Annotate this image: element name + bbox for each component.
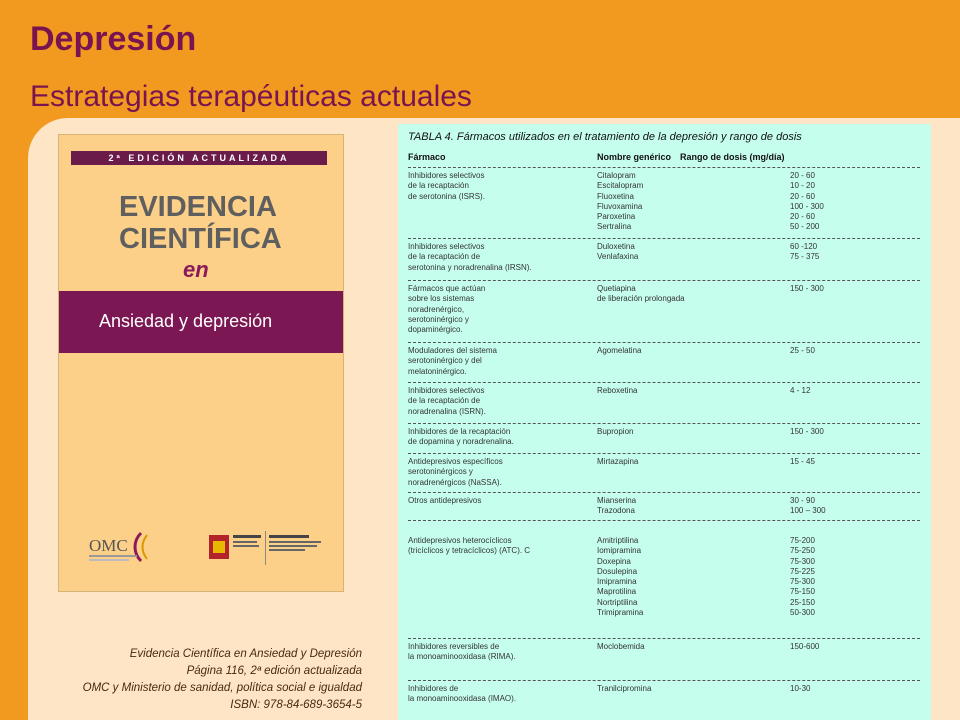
cell-line: 75 - 375 (790, 252, 820, 262)
cell-line: de serotonina (ISRS). (408, 191, 485, 201)
caption-line1: Evidencia Científica en Ansiedad y Depresión (129, 648, 362, 660)
cell-line: Antidepresivos heterocíclicos (408, 536, 512, 545)
cell-generico (597, 386, 787, 396)
cell-generico (597, 427, 787, 437)
caption-line2: Página 116, 2ª edición actualizada (186, 665, 362, 677)
row-divider (408, 280, 920, 281)
cell-line: 50-300 (790, 608, 815, 618)
slide-subtitle: Estrategias terapéuticas actuales (30, 80, 472, 113)
cell-line: Antidepresivos específicos (408, 457, 503, 466)
cell-dosis (790, 457, 920, 467)
cell-line: melatoninérgico. (408, 366, 467, 376)
cover-band-text: Ansiedad y depresión (99, 311, 273, 331)
row-divider (408, 382, 920, 383)
cell-line: 150-600 (790, 642, 820, 651)
cell-generico (597, 684, 787, 694)
cell-farmaco (408, 386, 596, 417)
cell-line: 25-150 (790, 597, 815, 607)
cell-line: la monoaminooxidasa (IMAO). (408, 694, 517, 704)
cell-line: 75-200 (790, 536, 815, 545)
cell-line: Mianserina (597, 496, 637, 505)
cell-dosis (790, 284, 920, 294)
omc-logo-icon (89, 529, 165, 565)
cell-line: 50 - 200 (790, 222, 820, 232)
cell-farmaco (408, 457, 596, 488)
cover-band (59, 291, 343, 353)
row-divider (408, 167, 920, 168)
cell-line: 75-150 (790, 587, 815, 597)
cell-generico (597, 346, 787, 356)
cell-line: Duloxetina (597, 242, 635, 251)
cell-dosis (790, 171, 920, 233)
cell-dosis (790, 346, 920, 356)
cell-line: Inhibidores de (408, 684, 459, 693)
row-divider (408, 520, 920, 521)
cell-farmaco (408, 427, 596, 448)
cell-generico (597, 642, 787, 652)
cell-generico (597, 457, 787, 467)
cell-dosis (790, 242, 920, 263)
cell-line: Quetiapina (597, 284, 636, 293)
cell-line: Amitriptilina (597, 536, 639, 545)
cell-line: serotoninérgico y del (408, 356, 482, 366)
cell-line: Inhibidores reversibles de (408, 642, 500, 651)
cell-line: de la recaptación (408, 181, 469, 191)
cell-line: de la recaptación de (408, 252, 481, 262)
cell-farmaco (408, 642, 596, 663)
cell-dosis (790, 684, 920, 694)
cell-line: de la recaptación de (408, 396, 481, 406)
cell-line: serotoninérgico y (408, 314, 469, 324)
cell-line: la monoaminooxidasa (RIMA). (408, 652, 516, 662)
cell-line: 75-225 (790, 566, 815, 576)
cell-line: serotonina y noradrenalina (IRSN). (408, 262, 532, 272)
cell-line: de liberación prolongada (597, 294, 685, 304)
row-divider (408, 453, 920, 454)
cell-line: 20 - 60 (790, 212, 815, 222)
row-divider (408, 342, 920, 343)
cell-line: 25 - 50 (790, 346, 815, 355)
cell-dosis (790, 496, 920, 517)
cell-line: Moduladores del sistema (408, 346, 497, 355)
cell-line: Inhibidores selectivos (408, 171, 485, 180)
cell-line: 15 - 45 (790, 457, 815, 466)
cell-line: 150 - 300 (790, 427, 824, 436)
row-divider (408, 680, 920, 681)
cell-generico (597, 171, 787, 233)
cell-line: Moclobemida (597, 642, 645, 651)
cell-line: 10-30 (790, 684, 811, 693)
cell-line: Tranilcipromina (597, 684, 652, 693)
cell-line: Citalopram (597, 171, 636, 180)
cell-dosis (790, 536, 920, 618)
cell-generico (597, 536, 787, 618)
cell-line: noradrenérgicos (NaSSA). (408, 477, 502, 487)
cell-line: noradrenérgico, (408, 304, 465, 314)
cell-line: Inhibidores de la recaptación (408, 427, 511, 436)
caption-line4: ISBN: 978-84-689-3654-5 (230, 699, 362, 711)
header-farmaco: Fármaco (408, 152, 446, 162)
ministry-logo-icon (209, 531, 325, 565)
cell-line: Inhibidores selectivos (408, 386, 485, 395)
cell-line: Mirtazapina (597, 457, 639, 466)
cell-dosis (790, 386, 920, 396)
drug-table (398, 124, 931, 720)
cell-line: Fluvoxamina (597, 201, 643, 211)
cell-line: 75-300 (790, 577, 815, 587)
cell-line: 100 – 300 (790, 506, 826, 516)
cell-line: Inhibidores selectivos (408, 242, 485, 251)
cell-line: noradrenalina (ISRN). (408, 406, 486, 416)
cell-line: 60 -120 (790, 242, 818, 251)
cell-line: 150 - 300 (790, 284, 824, 293)
cell-line: Paroxetina (597, 212, 636, 222)
cell-farmaco (408, 536, 596, 557)
cell-line: 75-300 (790, 556, 815, 566)
cover-main-title (119, 191, 339, 255)
cell-line: serotoninérgicos y (408, 467, 473, 477)
cell-line: Venlafaxina (597, 252, 639, 262)
row-divider (408, 423, 920, 424)
cell-generico (597, 284, 787, 305)
cell-line: Reboxetina (597, 386, 638, 395)
cell-line: 75-250 (790, 546, 815, 556)
cell-line: Otros antidepresivos (408, 496, 482, 505)
table-header (408, 152, 922, 168)
cell-generico (597, 496, 787, 517)
cell-dosis (790, 427, 920, 437)
cell-line: Fluoxetina (597, 191, 634, 201)
row-divider (408, 492, 920, 493)
cell-farmaco (408, 346, 596, 377)
cell-line: Trazodona (597, 506, 635, 516)
cell-line: Trimipramina (597, 608, 644, 618)
cell-farmaco (408, 242, 596, 273)
table-title: TABLA 4. Fármacos utilizados en el tratamiento de la depresión y rango de dosis (408, 131, 802, 143)
cell-line: 30 - 90 (790, 496, 815, 505)
cell-line: Agomelatina (597, 346, 642, 355)
row-divider (408, 238, 920, 239)
cover-edition-banner: 2ª EDICIÓN ACTUALIZADA (71, 151, 327, 165)
cell-line: dopaminérgico. (408, 325, 463, 335)
cell-line: Escitalopram (597, 181, 644, 191)
cell-line: Iomipramina (597, 546, 642, 556)
cell-farmaco (408, 684, 596, 705)
cell-line: de dopamina y noradrenalina. (408, 437, 514, 447)
cover-main-line1: EVIDENCIA (119, 191, 277, 223)
cell-farmaco (408, 496, 596, 506)
book-cover (58, 134, 344, 592)
svg-text:OMC: OMC (89, 536, 128, 555)
cell-farmaco (408, 284, 596, 335)
header-dosis: Rango de dosis (mg/día) (680, 152, 785, 162)
cell-line: Maprotilina (597, 587, 637, 597)
cell-line: Sertralina (597, 222, 632, 232)
header-generico: Nombre genérico (597, 152, 672, 162)
cell-line: (tricíclicos y tetracíclicos) (ATC). C (408, 546, 531, 556)
cover-en-word: en (183, 257, 209, 282)
cell-line: Doxepina (597, 556, 631, 566)
cell-line: 20 - 60 (790, 171, 815, 180)
cell-line: Nortriptilina (597, 597, 638, 607)
caption-line3: OMC y Ministerio de sanidad, política social e igualdad (82, 682, 362, 694)
cell-line: 100 - 300 (790, 201, 824, 211)
row-divider (408, 638, 920, 639)
slide-title: Depresión (30, 20, 197, 58)
cell-line: Fármacos que actúan (408, 284, 486, 293)
cell-line: 4 - 12 (790, 386, 811, 395)
source-caption (26, 646, 362, 714)
cell-line: 10 - 20 (790, 181, 815, 191)
cell-line: sobre los sistemas (408, 294, 475, 304)
cell-line: Bupropion (597, 427, 634, 436)
cell-line: Dosulepina (597, 566, 638, 576)
cover-main-line2: CIENTÍFICA (119, 223, 282, 255)
cell-farmaco (408, 171, 596, 202)
cell-line: Imipramina (597, 577, 637, 587)
cell-line: 20 - 60 (790, 191, 815, 201)
cell-generico (597, 242, 787, 263)
cell-dosis (790, 642, 920, 652)
